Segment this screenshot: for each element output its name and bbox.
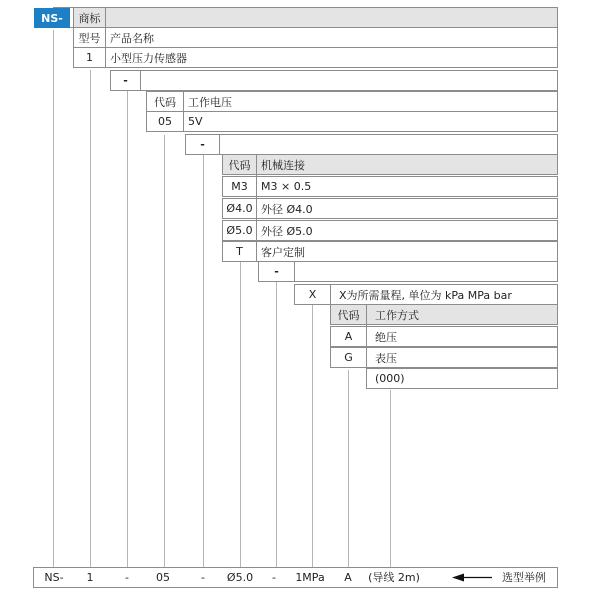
connection-name-header: 机械连接 bbox=[257, 155, 557, 174]
example-part: 1 bbox=[86, 570, 94, 584]
header-strip bbox=[106, 8, 557, 27]
example-part: NS- bbox=[44, 570, 64, 584]
mode-code: G bbox=[344, 351, 353, 364]
connection-code: M3 bbox=[231, 180, 248, 193]
connection-code-header: 代码 bbox=[223, 155, 256, 174]
connection-value: 外径 Ø5.0 bbox=[261, 224, 313, 238]
separator-1: - bbox=[123, 74, 128, 87]
mode-value: 表压 bbox=[375, 351, 397, 365]
example-part: A bbox=[344, 570, 352, 584]
voltage-name-header: 工作电压 bbox=[188, 95, 232, 109]
brand-code-badge: NS- bbox=[34, 8, 70, 28]
voltage-code: 05 bbox=[158, 115, 172, 128]
example-part: - bbox=[272, 570, 276, 584]
connection-code: Ø4.0 bbox=[226, 202, 253, 215]
example-part: 1MPa bbox=[295, 570, 325, 584]
mode-code: A bbox=[344, 330, 353, 343]
separator-3: - bbox=[274, 265, 279, 278]
mode-code-header: 代码 bbox=[331, 305, 366, 324]
model-value: 1 bbox=[86, 51, 93, 64]
product-name-value: 小型压力传感器 bbox=[110, 51, 187, 65]
example-label: 选型举例 bbox=[502, 571, 546, 584]
mode-value: (000) bbox=[375, 372, 405, 385]
arrow-left-icon bbox=[452, 574, 492, 582]
mode-name-header: 工作方式 bbox=[367, 305, 557, 324]
mode-value: 绝压 bbox=[375, 330, 397, 344]
connection-value: M3 × 0.5 bbox=[261, 180, 312, 193]
range-code: X bbox=[308, 288, 317, 301]
connection-value: 客户定制 bbox=[261, 245, 305, 259]
example-part: - bbox=[201, 570, 205, 584]
connection-code: T bbox=[236, 245, 243, 258]
range-description: X为所需量程, 单位为 kPa MPa bar bbox=[339, 288, 512, 302]
brand-label: 商标 bbox=[74, 8, 105, 27]
example-part: (导线 2m) bbox=[368, 571, 420, 584]
product-name-label: 产品名称 bbox=[110, 31, 154, 45]
voltage-value: 5V bbox=[188, 115, 203, 128]
model-label: 型号 bbox=[78, 31, 101, 45]
connection-value: 外径 Ø4.0 bbox=[261, 202, 313, 216]
example-part: 05 bbox=[156, 570, 170, 584]
connection-code: Ø5.0 bbox=[226, 224, 253, 237]
example-part: - bbox=[125, 570, 129, 584]
voltage-code-header: 代码 bbox=[154, 95, 176, 109]
example-part: Ø5.0 bbox=[226, 570, 254, 584]
separator-2: - bbox=[200, 138, 205, 151]
